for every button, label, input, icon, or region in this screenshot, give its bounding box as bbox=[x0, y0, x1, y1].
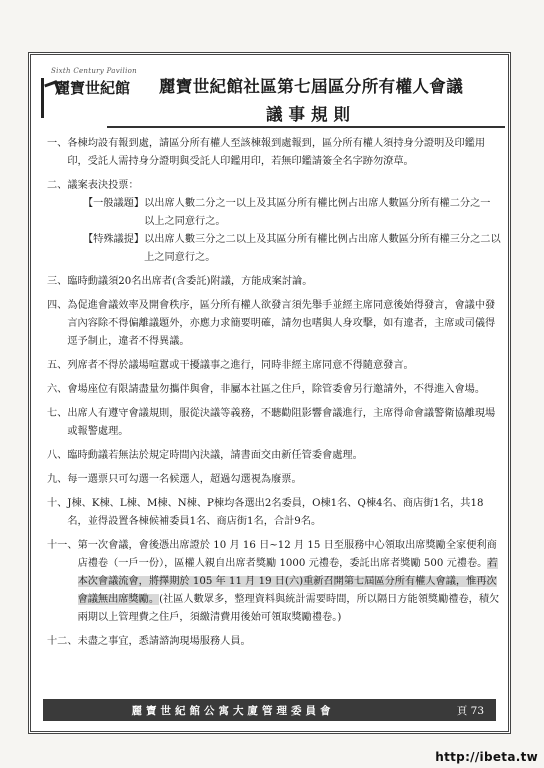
highlighted-notice: 若本次會議流會，將擇期於 105 年 11 月 19 日(六)重新召開第七屆區分所有權人會議，惟再次會議無出席獎勵。 bbox=[77, 558, 498, 605]
vote-rule-general bbox=[47, 195, 503, 231]
footer-organization: 麗寶世紀館公寓大廈管理委員會 bbox=[131, 705, 335, 717]
footer-bar bbox=[43, 699, 496, 721]
vote-rule-special bbox=[47, 231, 503, 267]
vote-rule-text: 以出席人數三分之二以上及其區分所有權比例占出席人數區分所有權三分之二以上之同意行之。 bbox=[144, 234, 501, 263]
item-text: 未盡之事宜，悉請諮詢現場服務人員。 bbox=[77, 636, 251, 647]
item-number: 九、 bbox=[47, 474, 68, 485]
item-text: 出席人有遵守會議規則，服從決議等義務，不聽勸阻影響會議進行，主席得命會議警衛協離現場或報警處理。 bbox=[67, 408, 496, 437]
item-number: 六、 bbox=[47, 384, 68, 395]
page-number: 頁 73 bbox=[456, 705, 484, 717]
document-title: 麗寶世紀館社區第七屆區分所有權人會議 bbox=[158, 77, 464, 96]
item-number: 三、 bbox=[47, 276, 68, 287]
list-item-8 bbox=[47, 447, 503, 465]
list-item-4 bbox=[47, 297, 503, 351]
list-item-3 bbox=[47, 273, 503, 291]
list-item-5 bbox=[47, 357, 503, 375]
list-item-12 bbox=[47, 633, 503, 651]
item-number: 十一、 bbox=[47, 540, 78, 551]
item-text: 列席者不得於議場喧囂或干擾議事之進行，同時非經主席同意不得隨意發言。 bbox=[67, 360, 414, 371]
reward-note: (社區人數眾多，整理資料與統計需要時間，所以隔日方能領獎勵禮卷，積欠兩期以上管理費之住戶，須繳清費用後始可領取獎勵禮卷。) bbox=[77, 594, 500, 623]
list-item-10 bbox=[47, 495, 503, 531]
list-item-9 bbox=[47, 471, 503, 489]
logo-script: Sixth Century Pavilion bbox=[51, 67, 137, 75]
vote-rule-label: 【特殊議提】 bbox=[83, 234, 145, 245]
list-item-2 bbox=[47, 177, 503, 267]
list-item-6 bbox=[47, 381, 503, 399]
item-text: 各棟均設有報到處，請區分所有權人至該棟報到處報到，區分所有權人須持身分證明及印鑑用印，受託人需持身分證明與受託人印鑑用印，若無印鑑請簽全名字跡勿潦草。 bbox=[67, 138, 486, 167]
item-number: 十二、 bbox=[47, 636, 78, 647]
list-item-11 bbox=[47, 537, 503, 627]
document-page bbox=[28, 52, 511, 734]
item-number: 七、 bbox=[47, 408, 68, 419]
item-number: 一、 bbox=[47, 138, 68, 149]
item-text: 議案表決投票： bbox=[67, 180, 139, 191]
watermark: http://ibeta.tw bbox=[435, 750, 538, 764]
rules-list bbox=[47, 135, 503, 657]
item-text: 為促進會議效率及開會秩序，區分所有權人欲發言須先舉手並經主席同意後始得發言，會議中發言內容除不得偏離議題外，亦應力求簡要明確，請勿也嗜與人身攻擊，如有違者，主席或司儀得逕予制止，違者不得異議。 bbox=[67, 300, 496, 347]
title-divider bbox=[107, 126, 505, 128]
item-text: 臨時動議若無法於規定時間內決議，請書面交由新任管委會處理。 bbox=[67, 450, 363, 461]
reward-text: 第一次會議，會後憑出席證於 10 月 16 日~12 月 15 日至服務中心領取出席獎勵全家便利商店禮卷（一戶一份），區權人親自出席者獎勵 1000 元禮卷，委託出席者獎勵 500 元禮卷。 bbox=[77, 540, 497, 569]
item-number: 二、 bbox=[47, 180, 68, 191]
vote-rule-text: 以出席人數二分之一以上及其區分所有權比例占出席人數區分所有權二分之一 以上之同意行之。 bbox=[144, 198, 501, 227]
vote-rule-label: 【一般議題】 bbox=[83, 198, 145, 209]
item-number: 十、 bbox=[47, 498, 68, 509]
document-subtitle: 議事規則 bbox=[266, 105, 356, 124]
item-text: 每一選票只可勾選一名候選人，超過勾選視為廢票。 bbox=[67, 474, 302, 485]
item-text: 臨時動議須20名出席者(含委託)附議，方能成案討論。 bbox=[67, 276, 313, 287]
item-number: 五、 bbox=[47, 360, 68, 371]
list-item-1 bbox=[47, 135, 503, 171]
logo bbox=[41, 67, 137, 127]
item-number: 八、 bbox=[47, 450, 68, 461]
item-number: 四、 bbox=[47, 300, 68, 311]
item-text bbox=[78, 537, 503, 627]
item-text: J棟、K棟、L棟、M棟、N棟、P棟均各選出2名委員，O棟1名、Q棟4名、商店街1名，共18名，並得設置各棟候補委員1名、商店街1名，合計9名。 bbox=[67, 498, 484, 527]
list-item-7 bbox=[47, 405, 503, 441]
logo-text: 麗寶世紀館 bbox=[55, 79, 131, 97]
item-text: 會場座位有限請盡量勿攜伴與會，非屬本社區之住戶，除管委會另行邀請外，不得進入會場。 bbox=[67, 384, 486, 395]
